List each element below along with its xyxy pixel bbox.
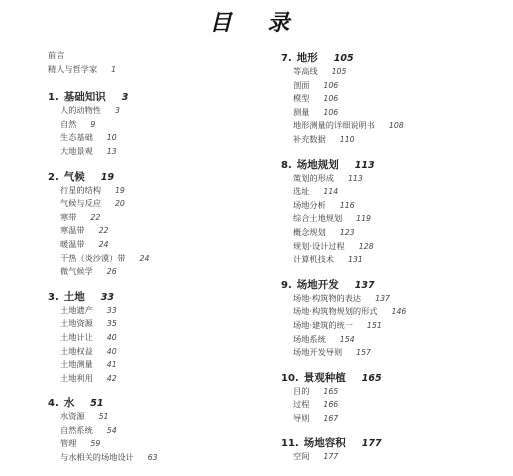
toc-entry: [281, 399, 511, 413]
toc-entry: [281, 254, 511, 268]
toc-entry-title: 策划的形成: [293, 172, 334, 183]
toc-entry-title: 人的动物性: [60, 105, 101, 116]
toc-entry: [281, 200, 511, 214]
toc-entry: [281, 413, 511, 427]
chapter-page: 51: [90, 398, 104, 410]
toc-entry-page: 41: [106, 360, 117, 370]
toc-entry-title: 与水相关的场地设计: [60, 452, 134, 463]
toc-entry: [48, 212, 248, 226]
toc-entry-title: 微气候学: [60, 266, 93, 277]
toc-entry-page: 123: [339, 227, 355, 237]
toc-entry-title: 场地开发导则: [293, 347, 343, 358]
toc-entry-page: 128: [358, 241, 374, 251]
toc-entry-title: 干热（炎沙漠）带: [60, 252, 126, 263]
toc-chapter: [281, 277, 511, 361]
toc-entry-title: 土地利用: [60, 372, 93, 383]
front-matter: [48, 50, 248, 77]
toc-chapter: [48, 169, 248, 280]
toc-entry-title: 场地·建筑的统一: [293, 319, 353, 330]
toc-entry-title: 寒温带: [60, 225, 85, 236]
toc-entry-page: 22: [98, 226, 109, 236]
toc-entry: [48, 346, 248, 360]
toc-entry: [48, 132, 248, 146]
toc-entry-page: 119: [356, 214, 372, 224]
toc-entry-page: 33: [106, 305, 117, 315]
toc-entry-title: 土地资源: [60, 318, 93, 329]
page-title: 目 录: [209, 11, 304, 36]
toc-entry-page: 63: [147, 453, 158, 463]
toc-entry: [281, 186, 511, 200]
toc-entry-page: 19: [114, 185, 125, 195]
toc-entry-page: 26: [106, 267, 117, 277]
toc-entry-page: 24: [98, 239, 109, 249]
toc-entry: [48, 105, 248, 119]
toc-chapter: [48, 395, 248, 465]
toc-entry: [48, 425, 248, 439]
toc-entry-page: 113: [347, 173, 363, 183]
toc-chapter: [48, 89, 248, 159]
toc-entry-page: 1: [111, 64, 117, 74]
toc-entry-page: 154: [339, 334, 355, 344]
toc-entry: [281, 120, 511, 134]
toc-entry: [281, 93, 511, 107]
chapter-heading: [281, 50, 511, 66]
toc-entry-page: 20: [114, 199, 125, 209]
toc-entry: [48, 146, 248, 160]
toc-entry-title: 计算机技术: [293, 254, 334, 265]
chapter-heading: [281, 157, 511, 173]
toc-entry-page: 9: [90, 119, 96, 129]
toc-entry: [281, 107, 511, 121]
chapter-heading: [48, 395, 248, 411]
toc-entry: [281, 347, 511, 361]
toc-entry: [48, 438, 248, 452]
toc-chapter: [281, 370, 511, 427]
toc-entry: [281, 334, 511, 348]
toc-entry-page: 165: [323, 386, 339, 396]
chapter-title: 气候: [63, 170, 85, 183]
toc-entry: [281, 241, 511, 255]
toc-entry-page: 106: [323, 107, 339, 117]
toc-entry-page: 108: [388, 121, 404, 131]
toc-entry-page: 177: [323, 452, 339, 462]
toc-entry-title: 目的: [293, 385, 310, 396]
toc-entry-title: 水资源: [60, 411, 85, 422]
toc-entry: [281, 227, 511, 241]
toc-entry-page: 13: [106, 146, 117, 156]
chapter-heading: [48, 289, 248, 305]
toc-entry-title: 场地系统: [293, 333, 326, 344]
toc-entry: [48, 266, 248, 280]
toc-entry: [48, 359, 248, 373]
toc-entry-page: 110: [339, 134, 355, 144]
toc-chapter: [281, 157, 511, 268]
toc-entry-title: 空间: [293, 451, 310, 462]
toc-left-column: [48, 50, 248, 475]
toc-entry-title: 场地分析: [293, 199, 326, 210]
toc-entry-title: 过程: [293, 399, 310, 410]
toc-entry-page: 42: [106, 373, 117, 383]
toc-entry-title: 寒带: [60, 211, 77, 222]
toc-entry-title: 前言: [48, 50, 65, 60]
chapter-number: 2.: [48, 171, 59, 183]
chapter-title: 地形: [296, 52, 318, 64]
chapter-page: 33: [100, 291, 114, 303]
toc-entry: [48, 185, 248, 199]
toc-entry-title: 模型: [293, 93, 310, 104]
chapter-page: 177: [361, 438, 382, 450]
toc-entry-title: 土地计让: [60, 331, 93, 342]
toc-entry: [48, 411, 248, 425]
chapter-page: 19: [100, 171, 114, 183]
toc-entry: [281, 213, 511, 227]
chapter-number: 7.: [281, 53, 292, 64]
toc-entry-page: 151: [366, 320, 382, 330]
toc-entry: [48, 305, 248, 319]
toc-entry-title: 自然系统: [60, 424, 93, 435]
toc-entry: [48, 332, 248, 346]
toc-entry-page: 59: [90, 439, 101, 449]
chapter-heading: [281, 435, 511, 451]
chapter-page: 3: [121, 92, 129, 104]
chapter-number: 4.: [48, 398, 59, 410]
toc-entry-title: 行星的结构: [60, 184, 101, 195]
toc-chapter: [48, 289, 248, 387]
toc-entry-title: 管理: [60, 438, 77, 449]
toc-entry: [281, 306, 511, 320]
chapter-title: 景观种植: [303, 371, 346, 384]
toc-entry-page: 22: [90, 212, 101, 222]
toc-entry: [48, 50, 248, 64]
chapter-title: 水: [63, 397, 75, 410]
chapter-title: 场地开发: [296, 278, 339, 291]
chapter-heading: [48, 89, 248, 105]
toc-entry-title: 精人与哲学家: [48, 63, 98, 74]
toc-entry: [48, 225, 248, 239]
toc-entry-page: 157: [356, 348, 372, 358]
toc-entry-page: 40: [106, 332, 117, 342]
toc-right-column: [281, 50, 511, 474]
toc-entry-title: 气候与反应: [60, 198, 101, 209]
toc-entry-title: 场地·构筑物的表达: [293, 292, 362, 303]
chapter-title: 土地: [63, 290, 85, 303]
toc-entry-title: 导则: [293, 412, 310, 423]
chapter-page: 165: [361, 372, 382, 384]
toc-entry-title: 剖面: [293, 79, 310, 90]
chapter-page: 137: [354, 279, 375, 291]
toc-entry-title: 自然: [60, 118, 77, 129]
chapter-number: 3.: [48, 291, 59, 303]
toc-entry: [281, 66, 511, 80]
chapter-page: 113: [354, 159, 375, 171]
chapter-number: 8.: [281, 159, 292, 171]
chapter-heading: [48, 169, 248, 185]
chapter-number: 9.: [281, 279, 292, 291]
toc-entry-title: 场地·构筑物规划的形式: [293, 306, 378, 317]
toc-entry-title: 暖温带: [60, 238, 85, 249]
toc-entry-page: 35: [106, 319, 117, 329]
toc-entry: [281, 386, 511, 400]
toc-entry-page: 114: [323, 187, 339, 197]
chapter-heading: [281, 277, 511, 293]
toc-entry-page: 167: [323, 413, 339, 423]
toc-entry: [281, 293, 511, 307]
toc-entry-title: 土地权益: [60, 345, 93, 356]
toc-entry-page: 137: [375, 293, 390, 303]
toc-entry: [48, 119, 248, 133]
toc-entry-title: 测量: [293, 106, 310, 117]
chapter-page: 105: [333, 53, 354, 64]
chapter-number: 11.: [281, 438, 299, 450]
toc-entry-title: 综合土地规划: [293, 213, 343, 224]
toc-entry: [48, 452, 248, 466]
toc-entry: [48, 64, 248, 78]
toc-entry-page: 146: [391, 307, 407, 317]
toc-entry-title: 概念规划: [293, 226, 326, 237]
chapter-heading: [281, 370, 511, 386]
toc-entry: [281, 80, 511, 94]
toc-entry: [48, 318, 248, 332]
toc-entry-page: 51: [98, 412, 109, 422]
toc-entry-page: 105: [331, 67, 347, 76]
toc-entry-title: 大地景观: [60, 145, 93, 156]
toc-entry: [48, 373, 248, 387]
chapter-number: 10.: [281, 372, 299, 384]
chapter-number: 1.: [48, 92, 59, 104]
toc-entry-page: 166: [323, 400, 339, 410]
toc-entry: [281, 134, 511, 148]
toc-entry: [48, 198, 248, 212]
chapter-title: 场地容积: [303, 437, 346, 450]
toc-entry-title: 土地遗产: [60, 304, 93, 315]
toc-entry-title: 地形测量的详细说明书: [293, 120, 375, 131]
toc-entry: [281, 320, 511, 334]
toc-entry-page: 131: [347, 255, 363, 265]
toc-entry: [281, 173, 511, 187]
toc-entry: [48, 253, 248, 267]
toc-entry-page: 40: [106, 346, 117, 356]
toc-entry-page: 10: [106, 133, 117, 143]
chapter-title: 基础知识: [63, 91, 106, 104]
toc-entry: [48, 239, 248, 253]
toc-entry-page: 3: [114, 106, 120, 116]
chapter-title: 场地规划: [296, 158, 339, 171]
toc-chapter: [281, 435, 511, 465]
toc-entry-page: 24: [139, 253, 150, 263]
toc-entry-title: 生态基础: [60, 132, 93, 143]
toc-entry-page: 116: [339, 200, 355, 210]
toc-entry-page: 106: [323, 80, 339, 90]
toc-entry-title: 选址: [293, 186, 310, 197]
toc-entry-page: 106: [323, 94, 339, 104]
toc-entry-title: 土地测量: [60, 359, 93, 370]
toc-entry-title: 等高线: [293, 66, 318, 76]
toc-entry-page: 54: [106, 425, 117, 435]
toc-entry: [281, 451, 511, 465]
toc-entry-title: 补充数据: [293, 133, 326, 144]
toc-entry-title: 规划·设计过程: [293, 240, 345, 251]
toc-chapter: [281, 50, 511, 148]
